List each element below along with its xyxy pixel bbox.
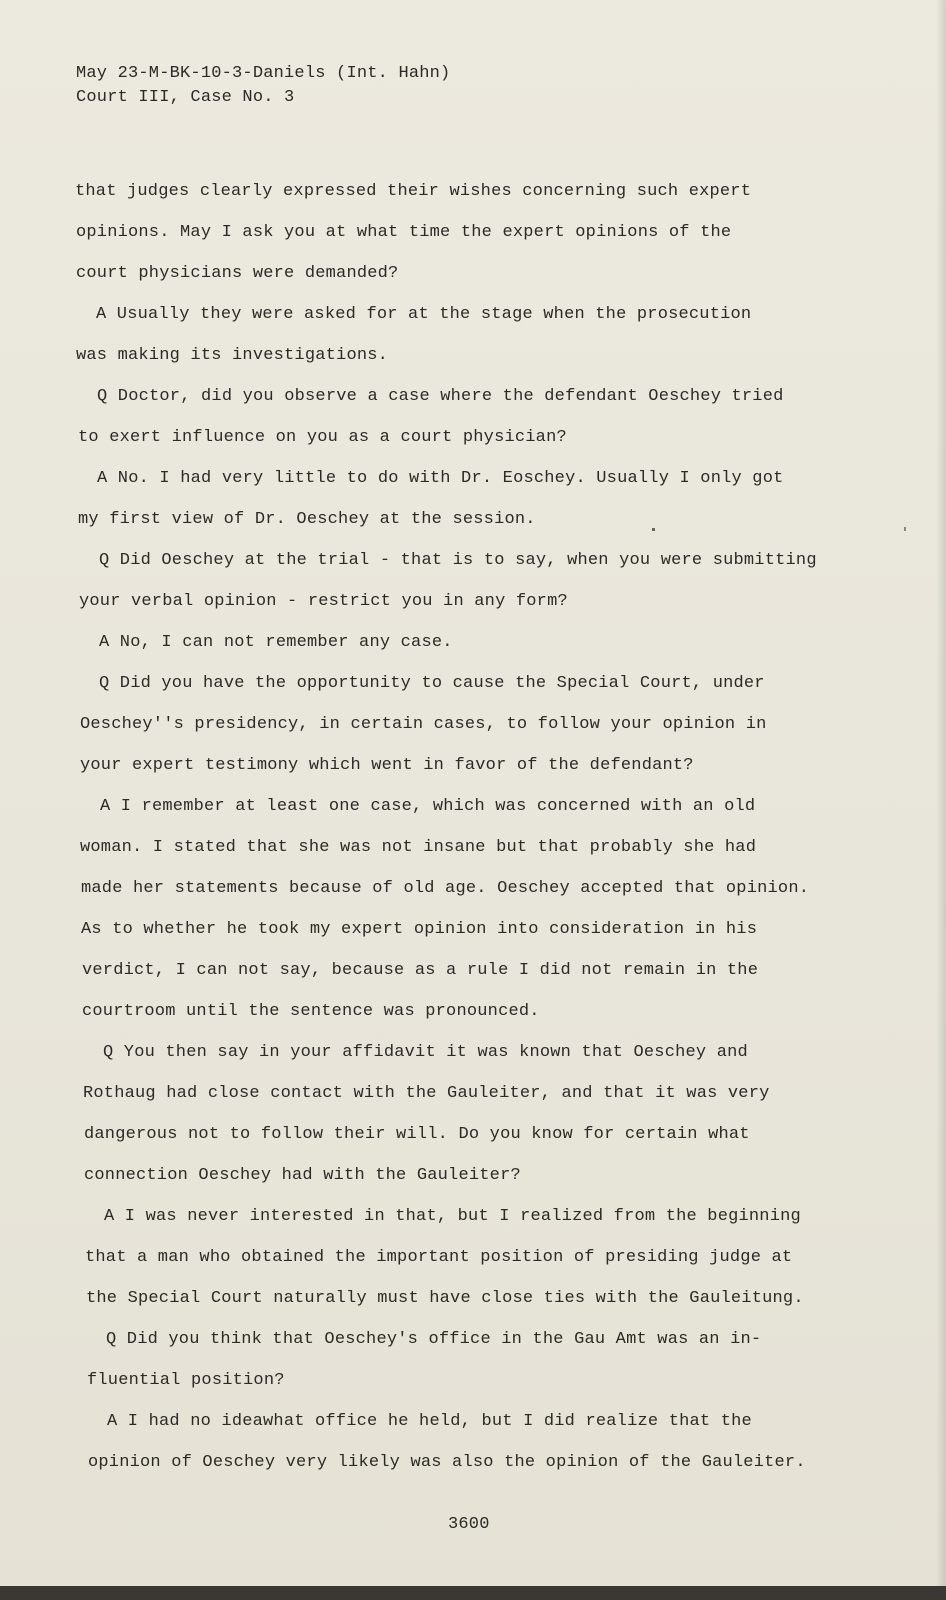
transcript-line: As to whether he took my expert opinion into consideration in his (81, 920, 758, 939)
transcript-line: A I remember at least one case, which was concerned with an old (100, 797, 756, 816)
transcript-line: A I was never interested in that, but I realized from the beginning (104, 1207, 801, 1226)
transcript-line: connection Oeschey had with the Gauleiter? (84, 1166, 521, 1185)
transcript-line: opinions. May I ask you at what time the expert opinions of the (76, 223, 732, 242)
transcript-line: Q Doctor, did you observe a case where the defendant Oeschey tried (97, 387, 784, 406)
page-edge-shadow (936, 0, 946, 1600)
transcript-line: to exert influence on you as a court physician? (78, 428, 567, 447)
transcript-line: that judges clearly expressed their wishes concerning such expert (75, 182, 752, 201)
stray-dot-mark (652, 528, 655, 531)
transcript-line: Q Did Oeschey at the trial - that is to say, when you were submitting (99, 551, 817, 570)
transcript-line: Q Did you think that Oeschey's office in the Gau Amt was an in- (106, 1330, 762, 1349)
transcript-line: Rothaug had close contact with the Gauleiter, and that it was very (83, 1084, 770, 1103)
transcript-line: your expert testimony which went in favor of the defendant? (80, 756, 694, 775)
transcript-line: verdict, I can not say, because as a rule I did not remain in the (82, 961, 759, 980)
transcript-line: my first view of Dr. Oeschey at the session. (78, 510, 536, 529)
scan-bottom-edge (0, 1586, 946, 1600)
transcript-line: Q You then say in your affidavit it was known that Oeschey and (103, 1043, 748, 1062)
transcript-line: your verbal opinion - restrict you in any form? (79, 592, 568, 611)
transcript-line: A I had no ideawhat office he held, but I did realize that the (107, 1412, 752, 1431)
transcript-line: made her statements because of old age. Oeschey accepted that opinion. (81, 879, 810, 898)
transcript-line: woman. I stated that she was not insane but that probably she had (80, 838, 757, 857)
transcript-line: fluential position? (87, 1371, 285, 1390)
transcript-line: was making its investigations. (76, 346, 389, 365)
transcript-line: Q Did you have the opportunity to cause the Special Court, under (99, 674, 765, 693)
document-header (76, 62, 450, 110)
header-reference-line: May 23-M-BK-10-3-Daniels (Int. Hahn) (76, 64, 451, 83)
transcript-line: A No. I had very little to do with Dr. Eoschey. Usually I only got (97, 469, 784, 488)
transcript-line: the Special Court naturally must have close ties with the Gauleitung. (86, 1289, 804, 1308)
transcript-line: court physicians were demanded? (76, 264, 399, 283)
margin-tick-mark (904, 527, 906, 531)
transcript-line: opinion of Oeschey very likely was also the opinion of the Gauleiter. (88, 1453, 806, 1472)
transcript-line: A No, I can not remember any case. (99, 633, 453, 652)
page-number: 3600 (448, 1515, 490, 1534)
transcript-line: A Usually they were asked for at the stage when the prosecution (96, 305, 752, 324)
header-court-line: Court III, Case No. 3 (76, 88, 295, 107)
transcript-line: courtroom until the sentence was pronounced. (82, 1002, 540, 1021)
transcript-line: that a man who obtained the important position of presiding judge at (85, 1248, 793, 1267)
transcript-line: Oeschey''s presidency, in certain cases, to follow your opinion in (80, 715, 767, 734)
transcript-line: dangerous not to follow their will. Do you know for certain what (84, 1125, 750, 1144)
